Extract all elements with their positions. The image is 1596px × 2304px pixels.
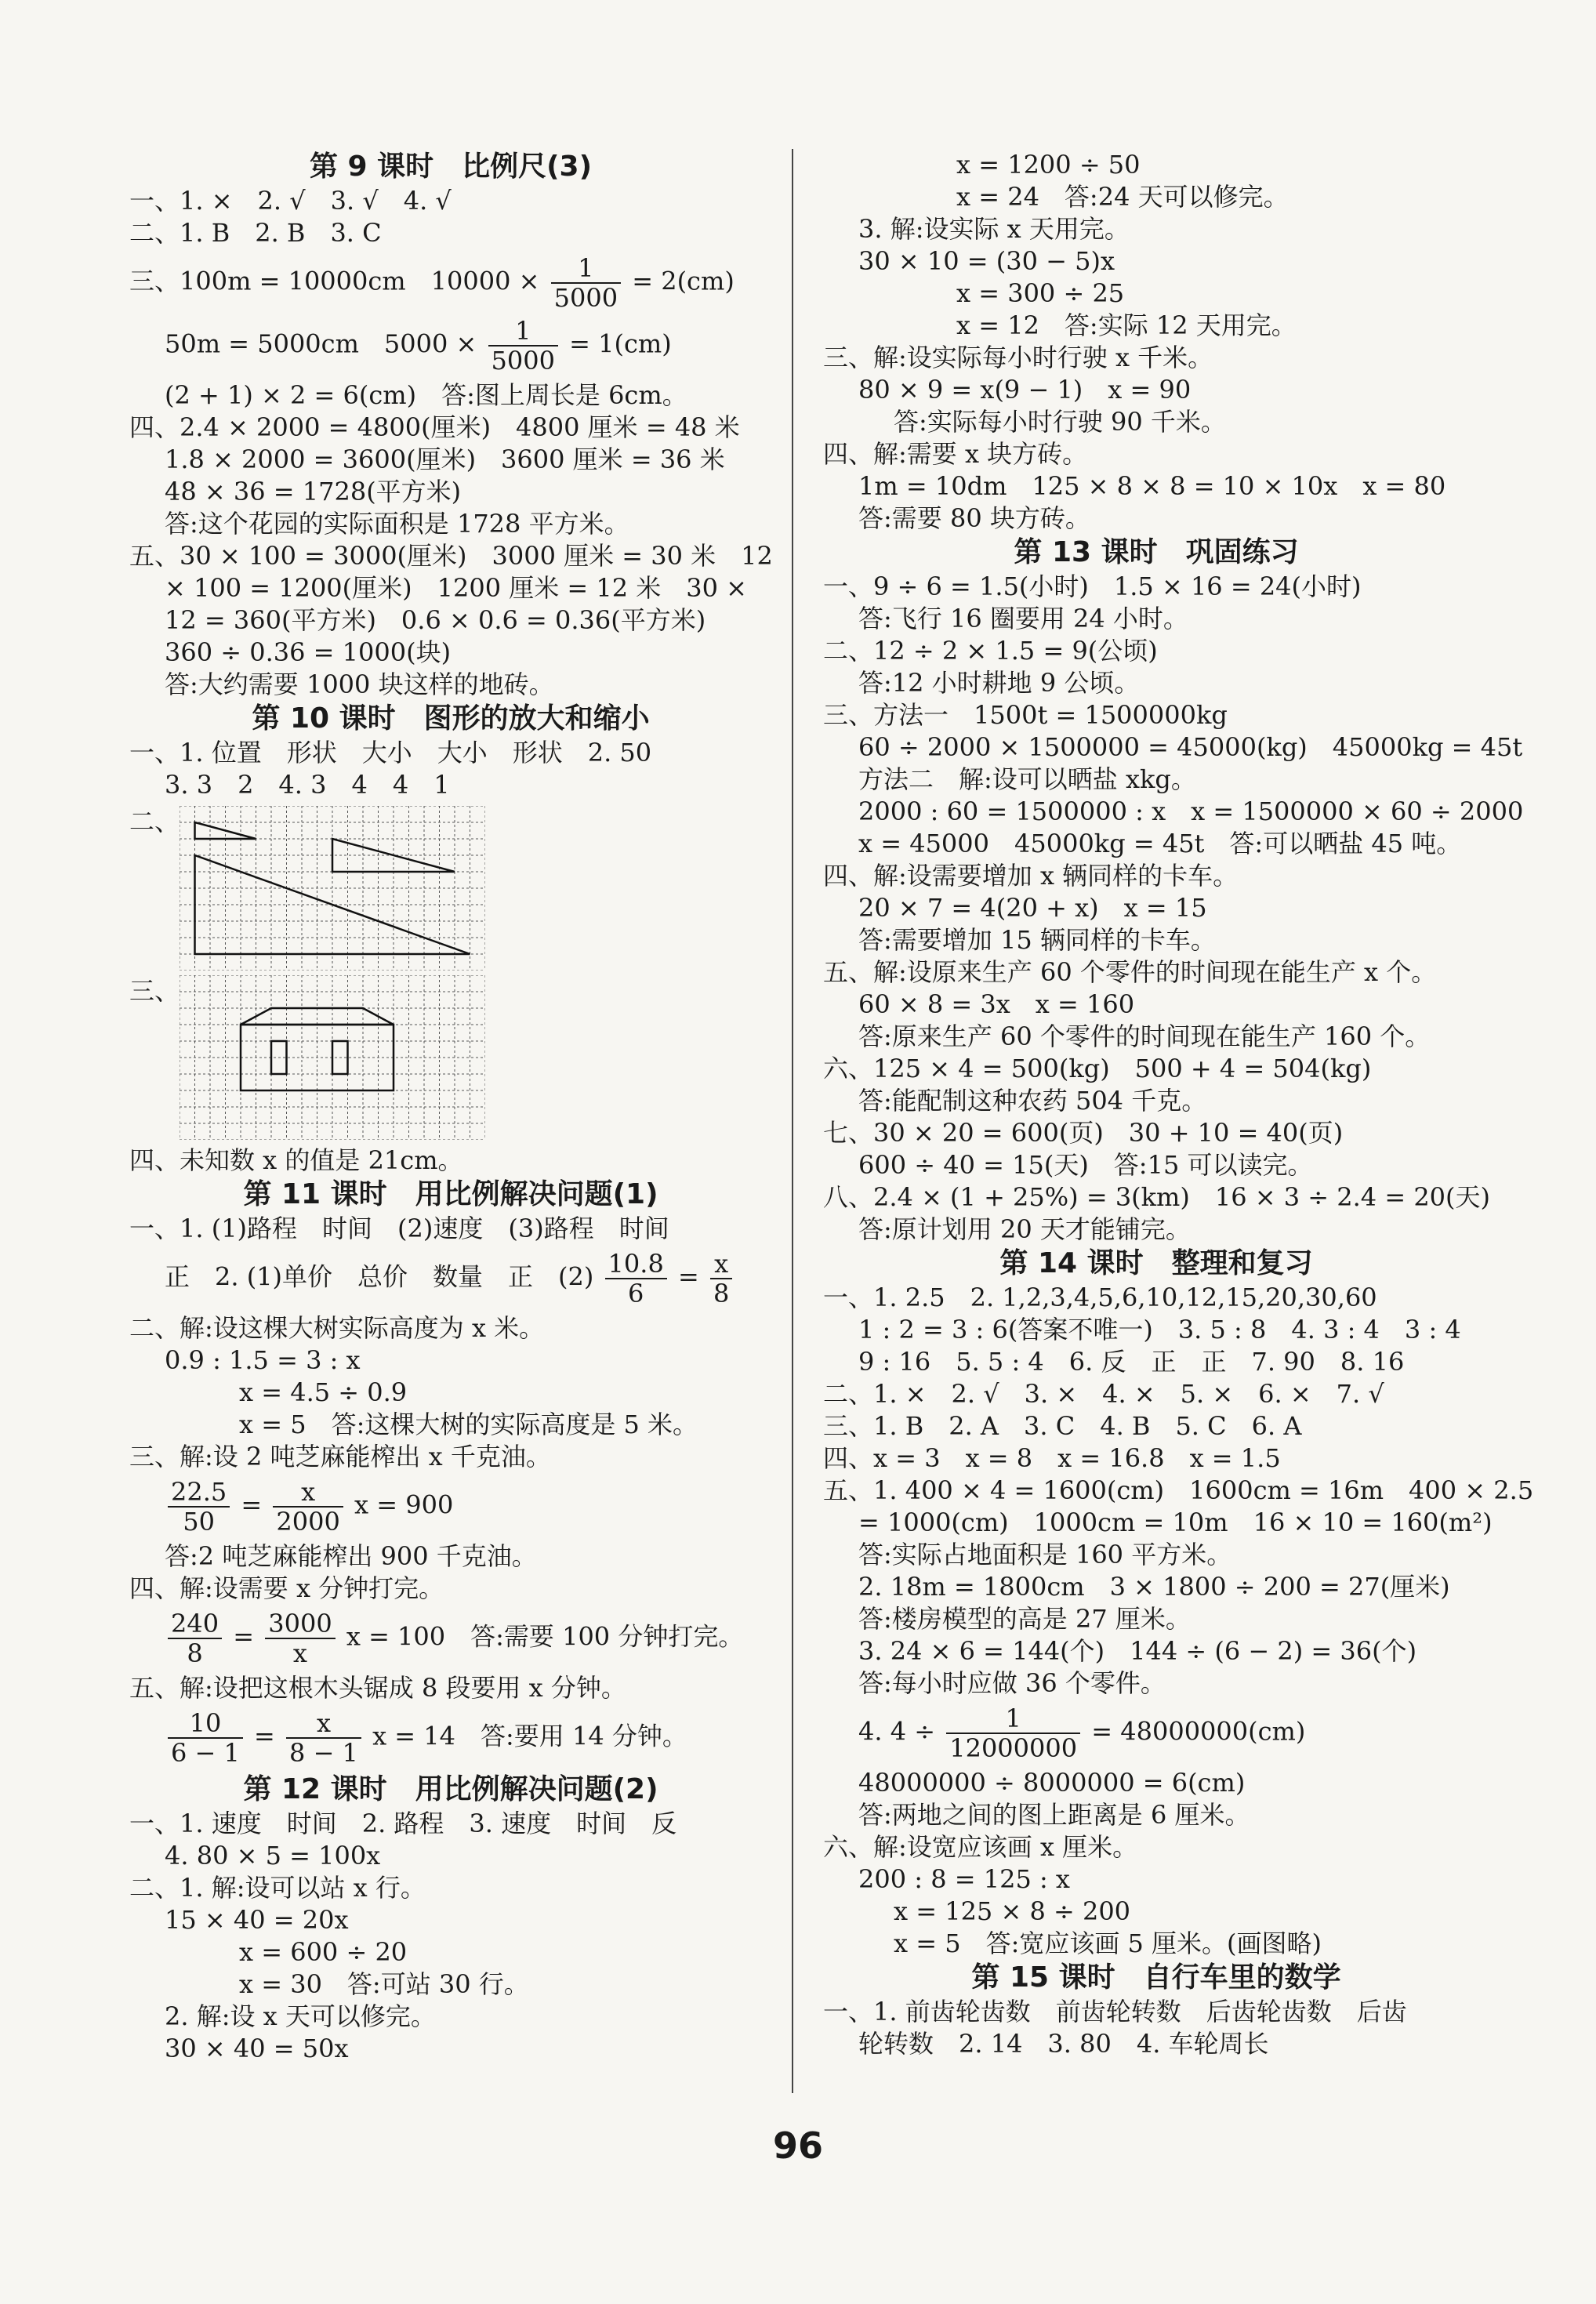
answer-line: 一、1. 2.5 2. 1,2,3,4,5,6,10,12,15,20,30,60 <box>823 1283 1377 1312</box>
answer-line: 4. 80 × 5 = 100x <box>165 1841 381 1870</box>
answer-line: 二、1. B 2. B 3. C <box>129 218 382 248</box>
answer-line: 四、2.4 × 2000 = 4800(厘米) 4800 厘米 = 48 米 <box>129 412 740 442</box>
fraction: $\frac{22.5}{50}$ <box>168 1478 230 1536</box>
lesson-12-title: 第 12 课时 用比例解决问题(2) <box>243 1773 658 1805</box>
answer-line: 答:原计划用 20 天才能铺完。 <box>858 1214 1191 1244</box>
answer-line: 3. 3 2 4. 3 4 4 1 <box>165 770 450 800</box>
answer-line: x = 125 × 8 ÷ 200 <box>894 1896 1131 1926</box>
answer-line: 一、1. × 2. √ 3. √ 4. √ <box>129 186 452 216</box>
answer-line: 答:原来生产 60 个零件的时间现在能生产 160 个。 <box>858 1021 1431 1051</box>
answer-line: 30 × 40 = 50x <box>165 2034 349 2063</box>
answer-line: 2. 解:设 x 天可以修完。 <box>165 2001 436 2031</box>
answer-line: 一、1. (1)路程 时间 (2)速度 (3)路程 时间 <box>129 1214 669 1243</box>
answer-line: 答:楼房模型的高是 27 厘米。 <box>858 1604 1191 1634</box>
fraction: $\frac{x}{8 - 1}$ <box>286 1709 361 1767</box>
answer-line: 三、方法一 1500t = 1500000kg <box>823 700 1228 730</box>
answer-line: 答:飞行 16 圈要用 24 小时。 <box>858 604 1188 633</box>
grid-answer-2 <box>129 806 772 971</box>
answer-line: 60 ÷ 2000 × 1500000 = 45000(kg) 45000kg = 45t <box>858 732 1523 762</box>
answer-line: 答:大约需要 1000 块这样的地砖。 <box>165 669 554 699</box>
answer-line: 80 × 9 = x(9 − 1) x = 90 <box>858 375 1192 405</box>
answer-line: x = 1200 ÷ 50 <box>956 150 1141 180</box>
answer-line: 答:需要增加 15 辆同样的卡车。 <box>858 925 1216 955</box>
lesson-14-title: 第 14 课时 整理和复习 <box>999 1247 1313 1279</box>
answer-line: 答:这个花园的实际面积是 1728 平方米。 <box>165 509 629 539</box>
answer-line: 200 : 8 = 125 : x <box>858 1864 1070 1894</box>
answer-line: 答:两地之间的图上距离是 6 厘米。 <box>858 1800 1250 1830</box>
answer-line: 1 : 2 = 3 : 6(答案不唯一) 3. 5 : 8 4. 3 : 4 3 : 4 <box>858 1315 1461 1344</box>
answer-line: 六、125 × 4 = 500(kg) 500 + 4 = 504(kg) <box>823 1054 1372 1083</box>
answer-line: 答:12 小时耕地 9 公顷。 <box>858 668 1140 698</box>
answer-line: 答:能配制这种农药 504 千克。 <box>858 1086 1207 1116</box>
answer-line: = 1000(cm) 1000cm = 10m 16 × 10 = 160(m²) <box>858 1508 1493 1537</box>
answer-line: 答:实际每小时行驶 90 千米。 <box>894 407 1226 437</box>
answer-line: 12 = 360(平方米) 0.6 × 0.6 = 0.36(平方米) <box>165 605 706 635</box>
answer-line: $\frac{10}{6 - 1}$ = $\frac{x}{8 - 1}$ x = 14 答:要用 14 分钟。 <box>129 1709 772 1767</box>
fraction: $\frac{x}{2000}$ <box>273 1478 343 1536</box>
answer-line: x = 24 答:24 天可以修完。 <box>956 182 1289 212</box>
page-number: 96 <box>772 2124 823 2167</box>
fraction: $\frac{1}{12000000}$ <box>946 1704 1080 1762</box>
answer-line: 一、1. 速度 时间 2. 路程 3. 速度 时间 反 <box>129 1809 677 1838</box>
answer-label: 三、 <box>129 976 180 1006</box>
answer-line: 2000 : 60 = 1500000 : x x = 1500000 × 60 ÷ 2000 <box>858 796 1524 826</box>
lesson-15-title: 第 15 课时 自行车里的数学 <box>971 1961 1341 1994</box>
grid-answer-3 <box>129 975 772 1140</box>
answer-line: x = 12 答:实际 12 天用完。 <box>956 310 1297 340</box>
answer-line: 三、1. B 2. A 3. C 4. B 5. C 6. A <box>823 1411 1302 1441</box>
column-divider <box>792 149 793 2093</box>
answer-line: 360 ÷ 0.36 = 1000(块) <box>165 637 452 667</box>
answer-line: 答:需要 80 块方砖。 <box>858 503 1090 533</box>
lesson-13-title: 第 13 课时 巩固练习 <box>1014 536 1299 568</box>
answer-line: 600 ÷ 40 = 15(天) 答:15 可以读完。 <box>858 1150 1313 1180</box>
answer-line: 八、2.4 × (1 + 25%) = 3(km) 16 × 3 ÷ 2.4 = 20(天) <box>823 1182 1491 1212</box>
answer-line: 二、1. × 2. √ 3. × 4. × 5. × 6. × 7. √ <box>823 1379 1384 1409</box>
answer-line: 正 2. (1)单价 总价 数量 正 (2) $\frac{10.8}{6}$ = $\frac{x}{8}$ <box>129 1250 772 1308</box>
answer-line: x = 5 答:这棵大树的实际高度是 5 米。 <box>239 1410 698 1439</box>
answer-line: 答:每小时应做 36 个零件。 <box>858 1668 1166 1698</box>
answer-line: × 100 = 1200(厘米) 1200 厘米 = 12 米 30 × <box>165 573 747 603</box>
answer-line: 七、30 × 20 = 600(页) 30 + 10 = 40(页) <box>823 1118 1344 1148</box>
fraction: $\frac{240}{8}$ <box>168 1609 222 1667</box>
lesson-10-title: 第 10 课时 图形的放大和缩小 <box>252 702 650 735</box>
answer-line: x = 600 ÷ 20 <box>239 1937 408 1967</box>
answer-line: 15 × 40 = 20x <box>165 1905 349 1935</box>
lesson-11-title: 第 11 课时 用比例解决问题(1) <box>243 1178 658 1210</box>
answer-line: 1m = 10dm 125 × 8 × 8 = 10 × 10x x = 80 <box>858 471 1446 501</box>
fraction: $\frac{1}{5000}$ <box>551 254 621 312</box>
fraction: $\frac{3000}{x}$ <box>265 1609 335 1667</box>
answer-line: 五、解:设原来生产 60 个零件的时间现在能生产 x 个。 <box>823 957 1437 987</box>
answer-line: 3. 24 × 6 = 144(个) 144 ÷ (6 − 2) = 36(个) <box>858 1636 1417 1666</box>
fraction: $\frac{10}{6 - 1}$ <box>168 1709 243 1767</box>
answer-line: 9 : 16 5. 5 : 4 6. 反 正 正 7. 90 8. 16 <box>858 1347 1405 1377</box>
answer-line: x = 30 答:可站 30 行。 <box>239 1969 529 1999</box>
triangle-grid-figure <box>180 806 485 971</box>
answer-label: 二、 <box>129 807 180 836</box>
answer-line: x = 5 答:宽应该画 5 厘米。(画图略) <box>894 1928 1322 1958</box>
fraction: $\frac{x}{8}$ <box>710 1250 732 1308</box>
answer-line: 2. 18m = 1800cm 3 × 1800 ÷ 200 = 27(厘米) <box>858 1572 1450 1602</box>
answer-line: 二、12 ÷ 2 × 1.5 = 9(公顷) <box>823 636 1158 666</box>
answer-line: 三、解:设 2 吨芝麻能榨出 x 千克油。 <box>129 1442 551 1471</box>
answer-line: 一、1. 前齿轮齿数 前齿轮转数 后齿轮齿数 后齿 <box>823 1997 1407 2026</box>
answer-line: 五、1. 400 × 4 = 1600(cm) 1600cm = 16m 400 × 2.5 <box>823 1475 1534 1505</box>
answer-line: 1.8 × 2000 = 3600(厘米) 3600 厘米 = 36 米 <box>165 444 725 474</box>
answer-line: 3. 解:设实际 x 天用完。 <box>858 214 1130 244</box>
fraction: $\frac{10.8}{6}$ <box>605 1250 667 1308</box>
answer-line: $\frac{22.5}{50}$ = $\frac{x}{2000}$ x = 900 <box>129 1478 772 1536</box>
answer-line: 四、未知数 x 的值是 21cm。 <box>129 1145 463 1175</box>
answer-line: (2 + 1) × 2 = 6(cm) 答:图上周长是 6cm。 <box>165 380 687 410</box>
answer-line: 4. 4 ÷ $\frac{1}{12000000}$ = 48000000(cm) <box>858 1704 1306 1763</box>
answer-line: 20 × 7 = 4(20 + x) x = 15 <box>858 893 1207 923</box>
answer-line: 50m = 5000cm 5000 × $\frac{1}{5000}$ = 1(cm) <box>165 316 672 376</box>
answer-line: 0.9 : 1.5 = 3 : x <box>165 1345 361 1375</box>
answer-line: 四、解:设需要增加 x 辆同样的卡车。 <box>823 861 1239 891</box>
lesson-9-title: 第 9 课时 比例尺(3) <box>309 151 593 183</box>
house-grid-figure <box>180 975 485 1140</box>
answer-line: 四、x = 3 x = 8 x = 16.8 x = 1.5 <box>823 1443 1281 1473</box>
answer-line: $\frac{240}{8}$ = $\frac{3000}{x}$ x = 100 答:需要 100 分钟打完。 <box>129 1609 772 1667</box>
left-column <box>129 149 772 2065</box>
answer-line: 六、解:设宽应该画 x 厘米。 <box>823 1832 1138 1862</box>
answer-line: 四、解:需要 x 块方砖。 <box>823 439 1088 469</box>
answer-line: 五、解:设把这根木头锯成 8 段要用 x 分钟。 <box>129 1673 626 1703</box>
answer-line: 二、解:设这棵大树实际高度为 x 米。 <box>129 1313 545 1343</box>
answer-line: 四、解:设需要 x 分钟打完。 <box>129 1573 444 1603</box>
right-column <box>823 149 1534 2060</box>
answer-line: 二、1. 解:设可以站 x 行。 <box>129 1873 426 1903</box>
answer-line: 五、30 × 100 = 3000(厘米) 3000 厘米 = 30 米 12 <box>129 541 773 571</box>
fraction: $\frac{1}{5000}$ <box>488 317 558 375</box>
answer-line: 答:实际占地面积是 160 平方米。 <box>858 1540 1232 1569</box>
answer-line: x = 4.5 ÷ 0.9 <box>239 1377 408 1407</box>
answer-line: 一、9 ÷ 6 = 1.5(小时) 1.5 × 16 = 24(小时) <box>823 571 1362 601</box>
answer-line: x = 300 ÷ 25 <box>956 278 1125 308</box>
answer-line: x = 45000 45000kg = 45t 答:可以晒盐 45 吨。 <box>858 829 1462 858</box>
answer-line: 一、1. 位置 形状 大小 大小 形状 2. 50 <box>129 738 652 767</box>
answer-line: 48000000 ÷ 8000000 = 6(cm) <box>858 1768 1246 1798</box>
answer-line: 三、解:设实际每小时行驶 x 千米。 <box>823 343 1213 372</box>
answer-line: 30 × 10 = (30 − 5)x <box>858 246 1115 276</box>
answer-line: 答:2 吨芝麻能榨出 900 千克油。 <box>165 1541 537 1571</box>
answer-line: 60 × 8 = 3x x = 160 <box>858 989 1135 1019</box>
answer-line: 轮转数 2. 14 3. 80 4. 车轮周长 <box>858 2029 1269 2059</box>
answer-line: 三、100m = 10000cm 10000 × $\frac{1}{5000}$ = 2(cm) <box>129 253 735 313</box>
answer-line: 48 × 36 = 1728(平方米) <box>165 477 462 506</box>
answer-line: 方法二 解:设可以晒盐 xkg。 <box>858 764 1196 794</box>
